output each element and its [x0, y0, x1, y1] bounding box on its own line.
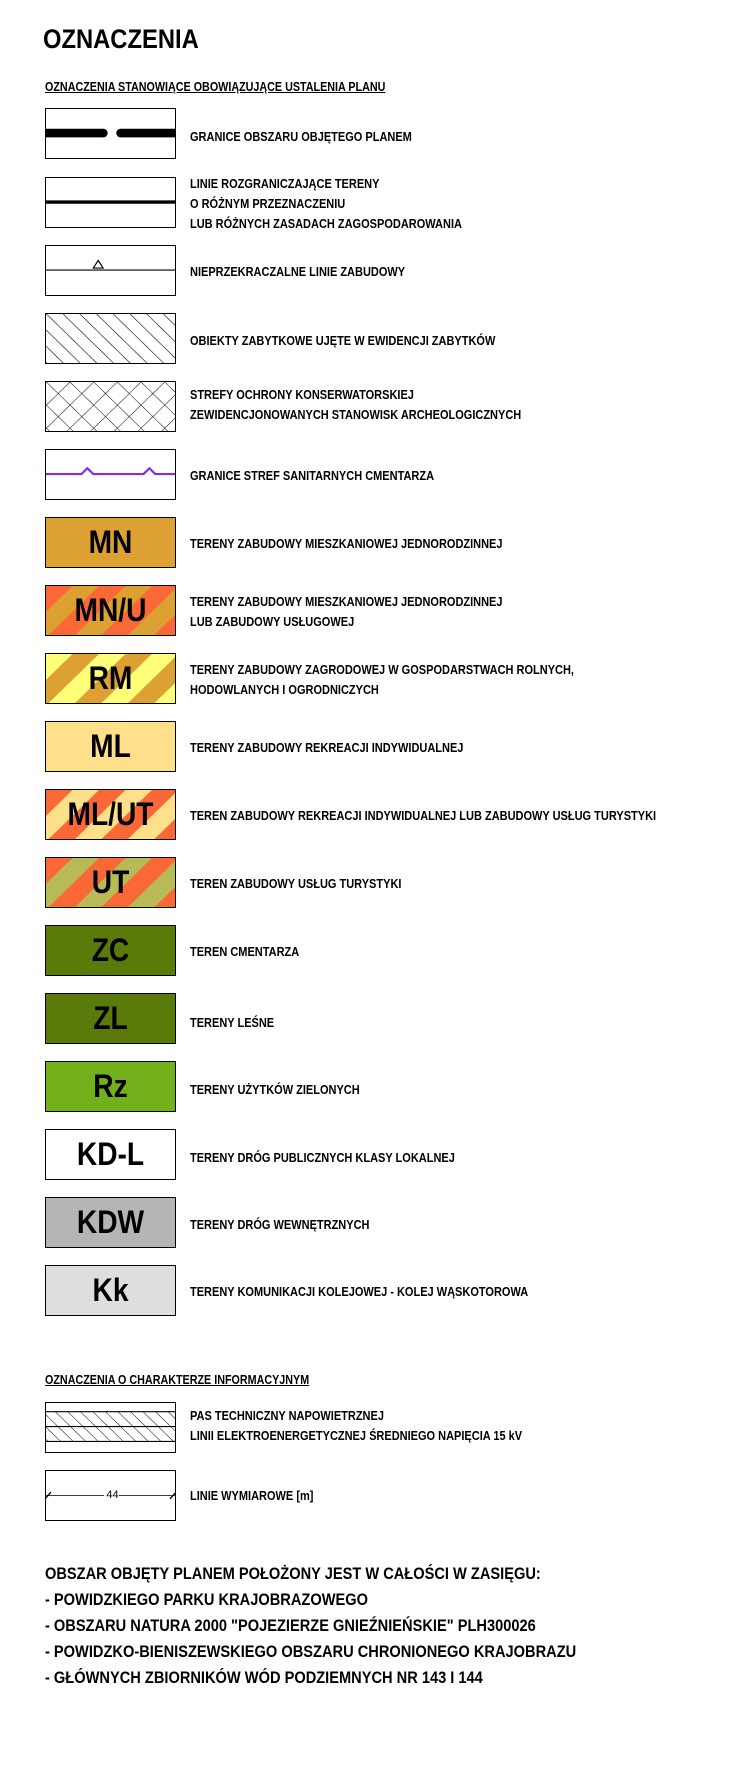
building-line-icon — [46, 246, 175, 295]
building-line-swatch — [45, 245, 176, 296]
page-title: OZNACZENIA — [43, 24, 199, 54]
zone-code-rm: RM — [88, 660, 133, 696]
info-line: OBSZAR OBJĘTY PLANEM POŁOŻONY JEST W CAŁOŚCI W ZASIĘGU: — [45, 1564, 541, 1583]
legend-swatch-zl — [45, 993, 176, 1044]
legend-desc-demarcation: LINIE ROZGRANICZAJĄCE TERENY O RÓŻNYM PRZEZNACZENIU LUB RÓŻNYCH ZASADACH ZAGOSPODAROWANIA — [190, 177, 462, 231]
legend-swatch-kdl — [45, 1129, 176, 1180]
info-line: - OBSZARU NATURA 2000 "POJEZIERZE GNIEŹNIEŃSKIE" PLH300026 — [45, 1616, 536, 1635]
legend-swatch-rm — [45, 653, 176, 704]
legend-swatch-mlut — [45, 789, 176, 840]
demarcation-line-icon — [46, 178, 175, 227]
cemetery-zone-line-icon — [46, 450, 175, 499]
zone-code-mlut: ML/UT — [67, 796, 154, 832]
legend-swatch-mn — [45, 517, 176, 568]
section-heading-info: OZNACZENIA O CHARAKTERZE INFORMACYJNYM — [45, 1373, 310, 1387]
zone-code-ut: UT — [91, 864, 130, 900]
zone-code-zl: ZL — [93, 1000, 128, 1036]
legend-swatch-rz — [45, 1061, 176, 1112]
legend-desc-mn: TERENY ZABUDOWY MIESZKANIOWEJ JEDNORODZINNEJ — [190, 537, 503, 551]
power-line-strip-swatch — [45, 1402, 176, 1453]
legend-desc-plan-boundary: GRANICE OBSZARU OBJĘTEGO PLANEM — [190, 130, 412, 144]
legend-desc-rm: TERENY ZABUDOWY ZAGRODOWEJ W GOSPODARSTWACH ROLNYCH, HODOWLANYCH I OGRODNICZYCH — [190, 663, 574, 697]
zone-code-kk: Kk — [92, 1272, 129, 1308]
legend-swatch-kdw — [45, 1197, 176, 1248]
legend-desc-kk: TERENY KOMUNIKACJI KOLEJOWEJ - KOLEJ WĄSKOTOROWA — [190, 1285, 529, 1299]
legend-desc-mnu: TERENY ZABUDOWY MIESZKANIOWEJ JEDNORODZINNEJ LUB ZABUDOWY USŁUGOWEJ — [190, 595, 503, 629]
crosshatch-pattern-icon — [46, 382, 175, 431]
legend-swatch-ut — [45, 857, 176, 908]
archaeology-crosshatch-swatch — [45, 381, 176, 432]
zone-code-zc: ZC — [91, 932, 130, 968]
section-heading-binding: OZNACZENIA STANOWIĄCE OBOWIĄZUJĄCE USTALENIA PLANU — [45, 80, 386, 94]
legend-desc-dimension: LINIE WYMIAROWE [m] — [190, 1489, 314, 1503]
zone-code-kdw: KDW — [76, 1204, 145, 1240]
hatch-pattern-icon — [46, 314, 175, 363]
legend-desc-cemetery-zone: GRANICE STREF SANITARNYCH CMENTARZA — [190, 469, 435, 483]
zone-code-kdl: KD-L — [76, 1136, 145, 1172]
legend-desc-power-line: PAS TECHNICZNY NAPOWIETRZNEJ LINII ELEKTROENERGETYCZNEJ ŚREDNIEGO NAPIĘCIA 15 kV — [190, 1409, 523, 1443]
legend-desc-rz: TERENY UŻYTKÓW ZIELONYCH — [190, 1083, 360, 1097]
legend-swatch-ml — [45, 721, 176, 772]
plan-boundary-line-icon — [46, 109, 175, 158]
dimension-line-swatch — [45, 1470, 176, 1521]
legend-swatch-kk — [45, 1265, 176, 1316]
legend-desc-building-line: NIEPRZEKRACZALNE LINIE ZABUDOWY — [190, 265, 406, 279]
legend-desc-ml: TERENY ZABUDOWY REKREACJI INDYWIDUALNEJ — [190, 741, 464, 755]
zone-code-rz: Rz — [93, 1068, 128, 1104]
cemetery-zone-swatch — [45, 449, 176, 500]
legend-desc-mlut: TEREN ZABUDOWY REKREACJI INDYWIDUALNEJ LUB ZABUDOWY USŁUG TURYSTYKI — [190, 809, 657, 823]
legend-desc-archaeology: STREFY OCHRONY KONSERWATORSKIEJ ZEWIDENCJONOWANYCH STANOWISK ARCHEOLOGICZNYCH — [190, 388, 522, 422]
demarcation-line-swatch — [45, 177, 176, 228]
legend-desc-monuments: OBIEKTY ZABYTKOWE UJĘTE W EWIDENCJI ZABYTKÓW — [190, 334, 496, 348]
legend-desc-zl: TERENY LEŚNE — [190, 1016, 275, 1030]
power-line-strip-icon — [46, 1403, 175, 1452]
zone-code-mn: MN — [88, 524, 133, 560]
legend-desc-zc: TEREN CMENTARZA — [190, 945, 300, 959]
dimension-value: 44 — [106, 1489, 119, 1501]
zone-code-mnu: MN/U — [74, 592, 147, 628]
legend-desc-kdw: TERENY DRÓG WEWNĘTRZNYCH — [190, 1218, 370, 1232]
zone-code-ml: ML — [90, 728, 131, 764]
plan-boundary-swatch — [45, 108, 176, 159]
info-line: - POWIDZKO-BIENISZEWSKIEGO OBSZARU CHRONIONEGO KRAJOBRAZU — [45, 1642, 577, 1661]
monument-hatch-swatch — [45, 313, 176, 364]
legend-desc-ut: TEREN ZABUDOWY USŁUG TURYSTYKI — [190, 877, 402, 891]
coverage-info-text — [45, 1561, 576, 1691]
legend-desc-kdl: TERENY DRÓG PUBLICZNYCH KLASY LOKALNEJ — [190, 1151, 455, 1165]
info-line: - POWIDZKIEGO PARKU KRAJOBRAZOWEGO — [45, 1590, 368, 1609]
info-line: - GŁÓWNYCH ZBIORNIKÓW WÓD PODZIEMNYCH NR 143 I 144 — [45, 1668, 483, 1687]
legend-swatch-mnu — [45, 585, 176, 636]
legend-swatch-zc — [45, 925, 176, 976]
